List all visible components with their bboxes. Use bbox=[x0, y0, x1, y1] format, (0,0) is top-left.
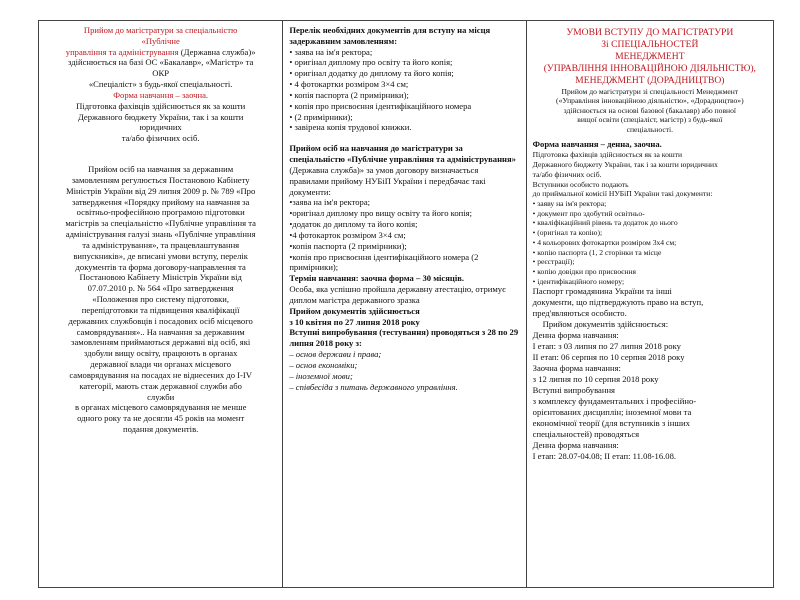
col2-contract-item: • копія про присвоєння ідентифікаційного номера (2 примірники); bbox=[289, 252, 519, 274]
col3-exams-line: спеціальностей) проводяться bbox=[532, 429, 640, 440]
col3-doc-item: • заяву на ім'я ректора; bbox=[533, 199, 767, 209]
col2-contract-title: Прийом осіб на навчання до магістратури за спеціальністю «Публічне управління та адміністрування» bbox=[289, 143, 516, 165]
col2-exam-item: – основ держави і права; bbox=[289, 349, 519, 360]
col3-zaochna-label: Заочна форма навчання: bbox=[532, 363, 621, 374]
col3-heading-line: МЕНЕДЖМЕНТ bbox=[615, 50, 685, 62]
col1-regulation-line: Прийом осіб на навчання за державним bbox=[88, 164, 234, 175]
col2-contract-intro: (Державна служба)» за умов договору визначається правилами прийому НУБіП України і передбачає такі документи: bbox=[289, 164, 486, 197]
spacer bbox=[45, 144, 276, 154]
col1-regulation-line: випускників», де вписані умови вступу, перелік bbox=[73, 250, 248, 261]
col3-personal bbox=[533, 180, 767, 199]
col2-docs-list bbox=[289, 47, 519, 134]
col3-exams-line: економічної теорії (для вступників з інших bbox=[532, 418, 690, 429]
col2-term-note: Особа, яка успішно пройшла державну атестацію, отримує диплом магістра державного зразка bbox=[289, 284, 506, 305]
col1-regulation-line: державної влади чи органах місцевого bbox=[90, 359, 232, 370]
col3-exams-line: з комплексу фундаментальних і професійно- bbox=[532, 396, 697, 407]
col3-heading bbox=[533, 27, 767, 87]
col3-heading-line: Зі СПЕЦІАЛЬНОСТЕЙ bbox=[601, 38, 699, 50]
col3-heading-line: МЕНЕДЖМЕНТ (ДОРАДНИЦТВО) bbox=[575, 74, 725, 86]
col2-doc-item: • завірена копія трудової книжки. bbox=[289, 122, 519, 133]
col3-intake-label: Прийом документів здійснюється: bbox=[542, 319, 669, 330]
col1-regulation-line: самоврядування на посадах не віднесених до I-IV bbox=[69, 369, 252, 380]
col3-personal-line: до приймальної комісії НУБіП України такі документи: bbox=[532, 189, 713, 199]
col1-line: здійснюється на базі ОС «Бакалавр», «Магістр» та bbox=[67, 57, 254, 68]
col3-personal-line: Вступники особисто подають bbox=[532, 179, 629, 189]
column-management bbox=[526, 21, 773, 587]
col1-regulation-line: категорії, мають стаж державної служби або bbox=[79, 380, 242, 391]
col2-contract-item: • копія паспорта (2 примірники); bbox=[289, 241, 519, 252]
col3-funding-line: Підготовка фахівців здійснюється як за кошти bbox=[532, 150, 683, 160]
col1-title-line: Прийом до магістратури за спеціальністю bbox=[83, 25, 238, 35]
col3-day-form-label: Денна форма навчання: bbox=[532, 330, 619, 341]
col3-subheading-line: спеціальності. bbox=[626, 124, 674, 134]
col3-subheading-line: вищої освіти (спеціаліст, магістр) з будь-якої bbox=[577, 115, 723, 125]
col2-doc-item: • оригінал додатку до диплому та його копія; bbox=[289, 68, 519, 79]
col1-regulation-line: затвердження «Порядку прийому на навчання за bbox=[71, 196, 250, 207]
col1-regulation-line: «Положення про систему підготовки, bbox=[92, 294, 230, 305]
col1-regulation-line: Постановою Кабінету Міністрів України від bbox=[79, 272, 242, 283]
col3-citizen-line: документи, що підтверджують право на вступ, bbox=[532, 297, 704, 308]
col1-regulation-line: документів та форма договору-направлення та bbox=[75, 261, 246, 272]
col3-doc-item: • реєстрації); bbox=[533, 257, 767, 267]
col3-doc-item: • кваліфікаційний рівень та додаток до нього bbox=[533, 218, 767, 228]
col2-contract-item: • заява на ім'я ректора; bbox=[289, 197, 519, 208]
col2-intake-dates: з 10 квітня по 27 липня 2018 року bbox=[289, 316, 420, 327]
col3-doc-item: • копію довідки про присвоєння bbox=[533, 267, 767, 277]
column-documents bbox=[282, 21, 525, 587]
col3-day-stage-2: II етап: 06 серпня по 10 серпня 2018 року bbox=[532, 352, 685, 363]
col3-funding-line: Державного бюджету України, так і за кошти юридичних bbox=[532, 160, 718, 170]
col1-regulation-line: самоврядування».. На навчання за державним bbox=[76, 326, 245, 337]
col1-line: ОКР bbox=[152, 68, 170, 79]
col3-doc-item: • документ про здобутий освітньо- bbox=[533, 209, 767, 219]
col3-citizen bbox=[533, 286, 767, 319]
col2-term: Термін навчання: заочна форма – 30 місяців. bbox=[289, 273, 465, 284]
col3-zaochna-dates: з 12 липня по 10 серпня 2018 року bbox=[532, 374, 659, 385]
col1-line: «Спеціаліст» з будь-якої спеціальності. bbox=[88, 79, 233, 90]
col3-exams bbox=[533, 385, 767, 440]
col1-regulation-line: 07.07.2010 р. № 564 «Про затвердження bbox=[87, 283, 234, 294]
col2-doc-item: • (2 примірники); bbox=[289, 112, 519, 123]
col1-line: Державного бюджету України, так і за кошти bbox=[77, 111, 244, 122]
col2-doc-item: • оригінал диплому про освіту та його копія; bbox=[289, 57, 519, 68]
col3-subheading-line: Прийом до магістратури зі спеціальності Менеджмент bbox=[561, 86, 739, 96]
col2-exams-label: Вступні випробування (тестування) проводяться з 28 по 29 липня 2018 року з: bbox=[289, 327, 519, 349]
col1-regulation-block bbox=[45, 164, 276, 435]
col2-doc-item: • 4 фотокартки розміром 3×4 см; bbox=[289, 79, 519, 90]
col1-regulation-line: Міністрів України від 29 липня 2009 р. № 789 «Про bbox=[66, 185, 256, 196]
col1-line: та/або фізичних осіб. bbox=[121, 133, 200, 144]
col1-title-line: «Публічне bbox=[141, 35, 180, 46]
col3-exams-line: орієнтованих дисциплін; іноземної мови та bbox=[532, 407, 692, 418]
col2-contract-docs bbox=[289, 197, 519, 273]
col3-docs-list bbox=[533, 199, 767, 286]
col1-form-label: Форма навчання – заочна. bbox=[113, 89, 209, 100]
col3-funding-line: та/або фізичних осіб. bbox=[532, 169, 602, 179]
col3-stages-final: I етап: 28.07-04.08; II етап: 11.08-16.08. bbox=[532, 451, 677, 462]
col1-regulation-line: адміністрування галузі знань «Публічне управління bbox=[65, 229, 256, 240]
col2-doc-item: • заява на ім'я ректора; bbox=[289, 47, 519, 58]
col3-subheading-line: («Управління інноваційною діяльністю», «Дорадництво») bbox=[556, 96, 744, 106]
col2-contract-item: • 4 фотокарток розміром 3×4 см; bbox=[289, 230, 519, 241]
col3-doc-item: • копію паспорта (1, 2 сторінки та місце bbox=[533, 248, 767, 258]
col1-regulation-line: здобули вищу освіту, працюють в органах bbox=[83, 348, 238, 359]
col1-regulation-line: державних службовців і посадових осіб місцевого bbox=[68, 315, 253, 326]
col2-doc-item: • копія про присвоєння ідентифікаційного номера bbox=[289, 101, 519, 112]
col1-regulation-line: замовленням приймаються державні від осіб, які bbox=[71, 337, 251, 348]
col2-exam-item: – основ економіки; bbox=[289, 360, 519, 371]
col1-title-line-mixed bbox=[45, 47, 276, 58]
col1-regulation-line: магістрів за спеціальністю «Публічне управління та bbox=[65, 218, 256, 229]
col3-citizen-line: Паспорт громадянина України та інші bbox=[532, 286, 672, 297]
column-public-administration bbox=[39, 21, 282, 587]
col2-contract-item: • оригінал диплому про вищу освіту та його копія; bbox=[289, 208, 519, 219]
col2-exam-item: – іноземної мови; bbox=[289, 371, 519, 382]
col1-regulation-line: перепідготовки та підвищення кваліфікації bbox=[81, 304, 240, 315]
col1-regulation-line: служби bbox=[147, 391, 175, 402]
col3-citizen-line: пред'являються особисто. bbox=[532, 308, 627, 319]
col2-exam-item: – співбесіда з питань державного управління. bbox=[289, 382, 519, 393]
col3-subheading-line: здійснюється на основі базової (бакалавр) або повної bbox=[563, 105, 737, 115]
col3-day-stage-1: I етап: з 03 липня по 27 липня 2018 року bbox=[532, 341, 681, 352]
col3-heading-line: УМОВИ ВСТУПУ ДО МАГІСТРАТУРИ bbox=[566, 27, 734, 38]
col1-regulation-line: замовленням регулюється Постановою Кабінету bbox=[71, 174, 250, 185]
col1-regulation-line: в органах місцевого самоврядування не менше bbox=[74, 402, 247, 413]
col3-heading-line: (УПРАВЛІННЯ ІННОВАЦІЙНОЮ ДІЯЛЬНІСТЮ), bbox=[543, 62, 756, 74]
col1-title-line: управління та адміністрування bbox=[65, 46, 179, 57]
col1-regulation-line: та адміністрування», та працевлаштування bbox=[82, 239, 240, 250]
col2-docs-title: Перелік необхідних документів для вступу на місця задержавним замовленням: bbox=[289, 25, 491, 46]
col1-regulation-line: одного року та не досягли 45 років на момент bbox=[77, 413, 245, 424]
col1-regulation-line: подання документів. bbox=[123, 423, 199, 434]
col3-subheading bbox=[533, 87, 767, 134]
brochure-page bbox=[38, 20, 774, 588]
col3-form-label: Форма навчання – денна, заочна. bbox=[532, 139, 662, 150]
col3-day-form-label-2: Денна форма навчання: bbox=[532, 440, 619, 451]
col2-intake-label: Прийом документів здійснюється bbox=[289, 305, 420, 316]
spacer bbox=[289, 133, 519, 143]
col2-exams-list bbox=[289, 349, 519, 392]
col3-exams-line: Вступні випробування bbox=[532, 385, 615, 396]
col2-doc-item: • копія паспорта (2 примірники); bbox=[289, 90, 519, 101]
col1-regulation-line: освітньо-професійною програмою підготовки bbox=[76, 207, 245, 218]
col2-contract-item: • додаток до диплому та його копія; bbox=[289, 219, 519, 230]
col3-doc-item: • (оригінал та копію); bbox=[533, 228, 767, 238]
col3-doc-item: • ідентифікаційного номеру; bbox=[533, 277, 767, 287]
col1-title-line: (Державна служба)» bbox=[180, 46, 256, 57]
col3-doc-item: • 4 кольорових фотокартки розміром 3x4 см; bbox=[533, 238, 767, 248]
spacer bbox=[45, 154, 276, 164]
col1-line: юридичних bbox=[139, 122, 182, 133]
col1-line: Підготовка фахівців здійснюється як за кошти bbox=[76, 100, 246, 111]
col3-funding bbox=[533, 150, 767, 179]
